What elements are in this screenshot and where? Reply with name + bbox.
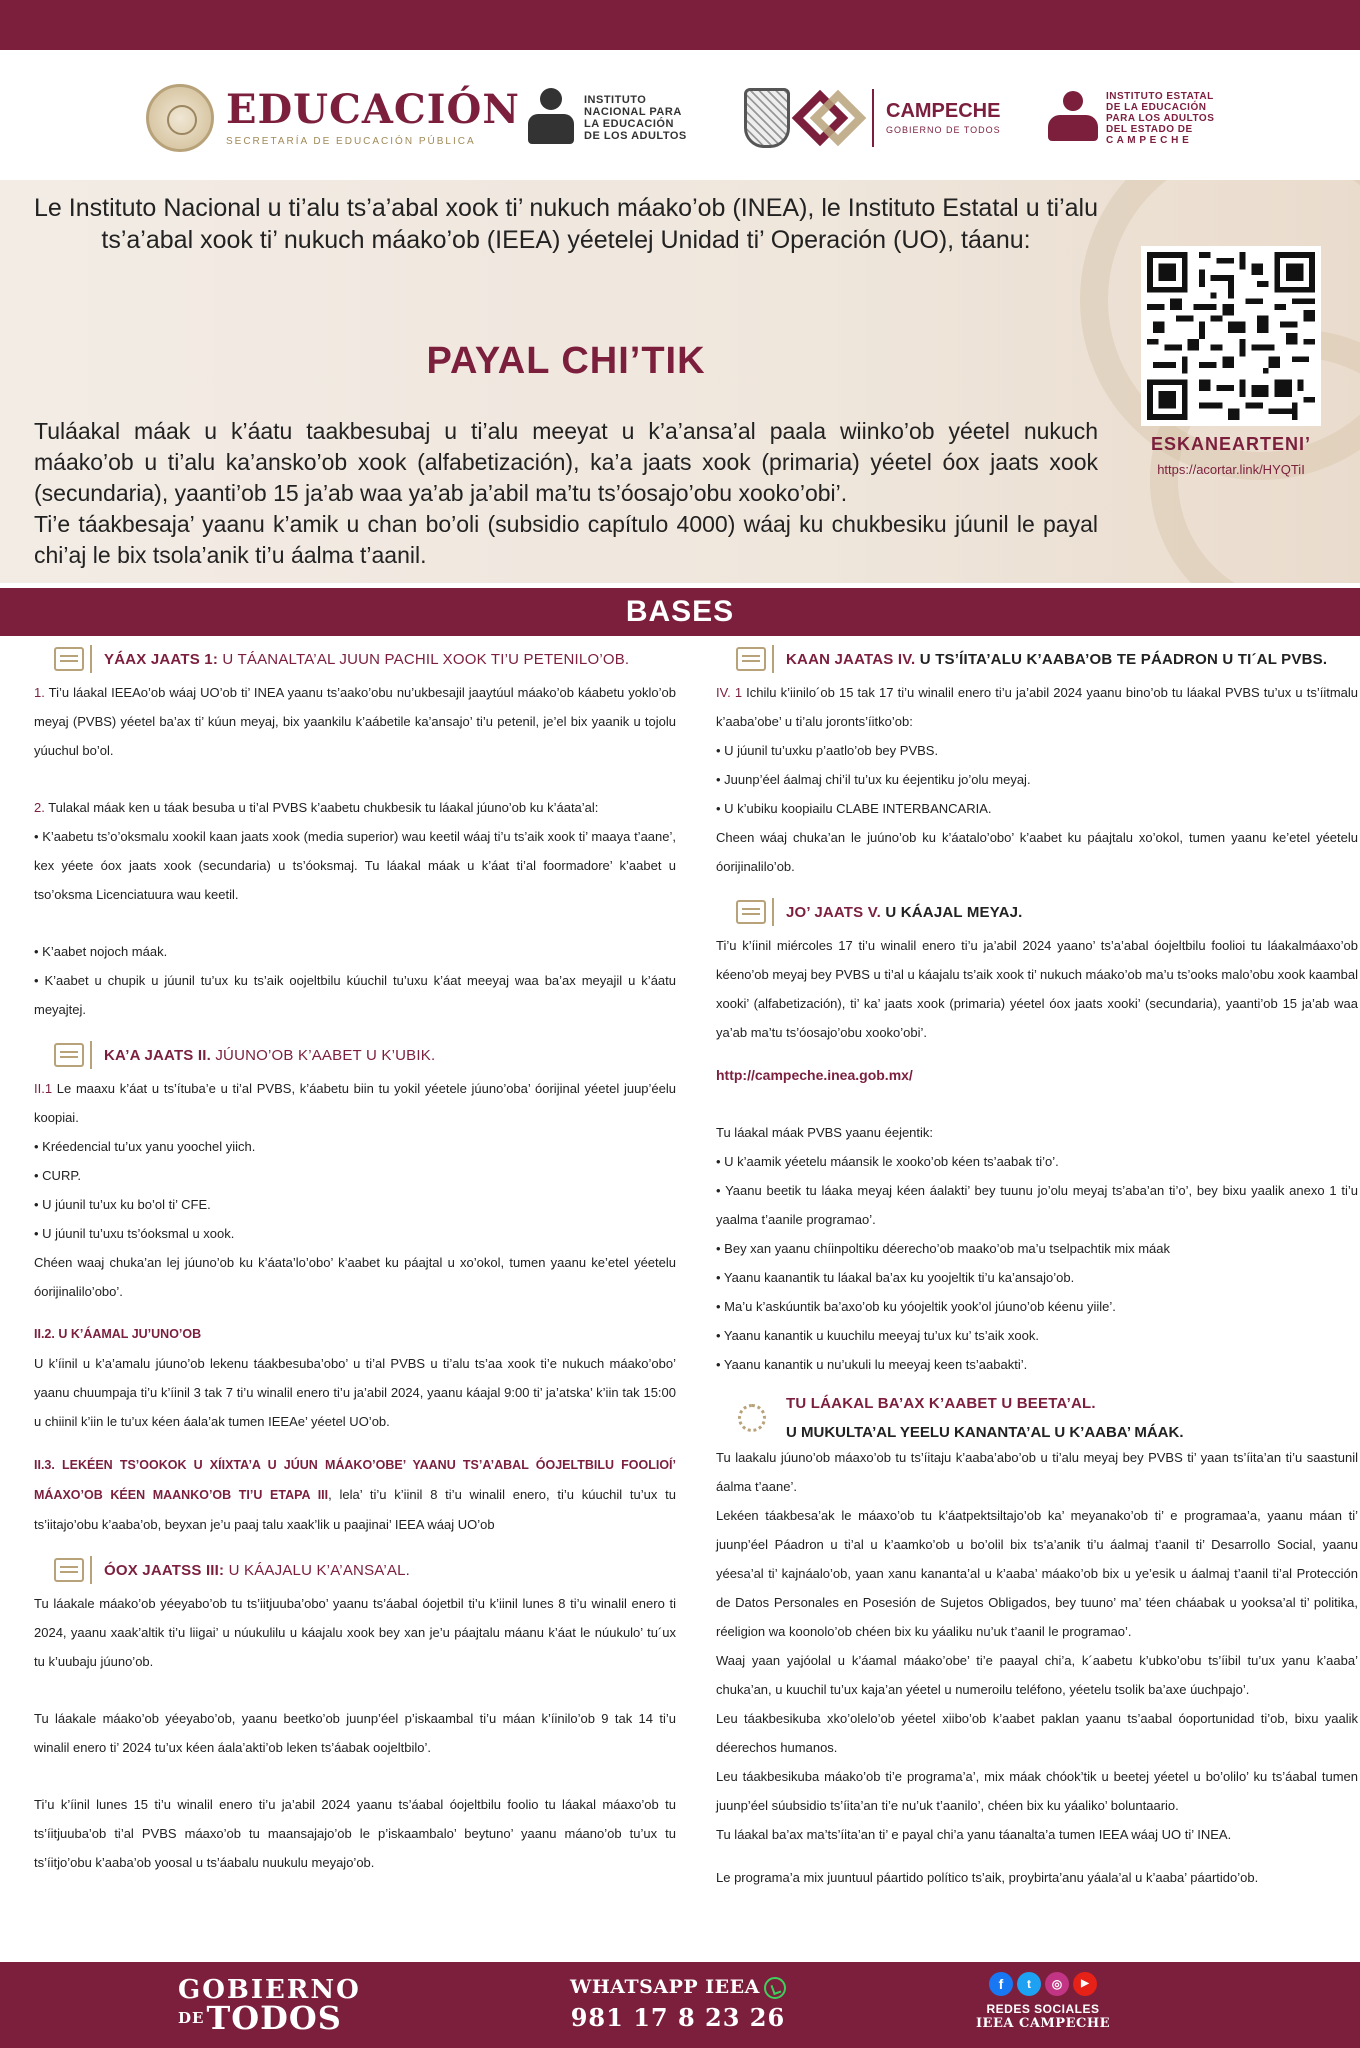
paragraph: IV. 1 Ichilu k’iinilo´ob 15 tak 17 ti’u winalil enero ti’u ja’abil 2024 yaanu bino’ob tu láakal PVBS tu’ux u ts’íitmalu k’aaba’obe’ u ti’alu joronts’íitko’ob: [716, 685, 1359, 729]
map-icon [52, 643, 94, 675]
paragraph: Tu láakale máako’ob yéeyabo’ob tu ts’iitjuuba’obo’ yaanu ts’áabal óojetbil ti’u k’iinil lunes 8 ti’u winalil enero ti 2024, yaanu xaak’altik ti’u liigai’ u núukulilu u káajalu xook bey xan je’u páajtalu máanu k’áat le núukulo’ tu´ux tu k’uubaju júuno’ob. [34, 1596, 676, 1669]
intro-heading: Le Instituto Nacional u ti’alu ts’a’abal xook ti’ nukuch máako’ob (INEA), le Instituto Estatal u ti’alu ts’a’abal xook ti’ nukuch máako’ob (IEEA) yéetelej Unidad ti’ Operación (UO), táanu: [34, 194, 1098, 254]
section-title-text: U TS’ÍITA’ALU K’AABA’OB TE PÁADRON U TI´AL PVBS. [915, 650, 1328, 668]
section-title-text: JÚUNO’OB K’AABET U K’UBIK. [210, 1046, 436, 1064]
whatsapp-number[interactable]: 981 17 8 23 26 [570, 2003, 786, 2032]
paragraph: 2. Tulakal máak ken u táak besuba u ti’al PVBS k’aabetu chukbesik tu láakal júuno’ob ku k’áata’al: [34, 800, 599, 815]
paragraph: U k’íinil u k’a’amalu júuno’ob lekenu táakbesuba’obo’ u ti’al PVBS u ti’alu ts’aa xook ti’e nukuch máako’obo’ yaanu chuumpaja ti’u k’íinil 3 tak 7 ti’u winalil enero ti’u ja’abil 2024, yaanu káajal 9:00 ti’ ja’atska’ k’iin tak 15:00 u chiinil k’iin le tu’ux kéen áala’ak tumen IEEAe’ yéetel UO’ob. [34, 1356, 676, 1429]
de-word: DE [178, 2009, 205, 2027]
campeche-subtitle: GOBIERNO DE TODOS [886, 125, 1001, 135]
section-title-number: KA’A JAATS II. [104, 1046, 211, 1064]
left-column [34, 642, 676, 1877]
list-item: • U júunil tu’uxu ts’óoksmal u xook. [34, 1226, 235, 1241]
paragraph: II.3. LEKÉEN TS’OOKOK U XÍIXTA’A U JÚUN MÁAKO’OBE’ YAANU TS’A’ABAL ÓOJELTBILU FOOLIOÍ’ MÁAXO’OB KÉEN MAANKO’OB TI’U ETAPA III, lela’ ti’u k’iinil 8 ti’u winalil enero, ti’u kúuchil tu’ux tu ts’iitajo’obu k’aaba’ob, beyxan je’u paaj talu xaak’lik u paajinai’ IEEA wáaj UO’ob [34, 1458, 676, 1532]
ieea-line: C A M P E C H E [1106, 134, 1190, 146]
right-column [716, 642, 1358, 1892]
paragraph: Ti’u k’íinil miércoles 17 ti’u winalil enero ti’u ja’abil 2024 yaano’ ts’a’abal óojeltbilu foolioi tu láakalmáaxo’ob kéeno’ob meyaj bey PVBS u ti’al u káajalu ts’aik xook ti’ nukuch máako’ob ma’u ts’ooks malo’obu xook kaambal xooki’ (alfabetización), ti’ ka’ jaats xook (primaria) yéetel óox jaats xooki’ (secundaria), yaanti’ob 15 ja’ab waa ya’ab ma’tu ts’óosajo’obu xooko’obi’. [716, 938, 1358, 1040]
paragraph: II.1 Le maaxu k’áat u ts’ítuba’e u ti’al PVBS, k’áabetu biin tu yokil yéetele júuno’oba’ óorijinal yéetel juup’éelu koopiai. [34, 1081, 676, 1125]
paragraph: 1. Ti’u láakal IEEAo’ob wáaj UO’ob ti’ INEA yaanu ts’aako’obu nu’ukbesajil jaaytúul máako’ob káabetu yoklo’ob meyaj (PVBS) yéetel ba’ax ti’ kúun meyaj, bix yaankilu k’aábetile ka’ansajo’ ti’u petenil, je’el bix yaanik u tojolu yúuchul bo’ol. [34, 685, 676, 758]
section-header [34, 1553, 676, 1587]
gobierno-de-todos-logo [178, 1975, 361, 2037]
campeche-mark-icon [800, 88, 860, 148]
qr-label: ESKANEARTENI’ [1150, 434, 1311, 454]
documents-icon [52, 1039, 94, 1071]
list-item: • K’aabetu ts’o’oksmalu xookil kaan jaats xook (media superior) wau keetil wáaj ti’u ts’aik xook ti’ maaya t’aane’, kex yéete óox jaats xook (secundaria) u ts’óoksmaj. Tu láakal máak u k’áat ti’al foormadore’ k’aabet u tso’oksma Licenciatuura wau keetil. [34, 829, 676, 902]
paragraph: Lekéen táakbesa’ak le máaxo’ob tu k’áatpektsiltajo’ob ka’ meyanako’ob ti’ e programaa’a, yaanu máan ti’ juunp’éel Páadron u ti’al u k’aamko’ob u bo’olil bix ts’a’anik ti’u áalmaj t’aanil ti’ Desarrollo Social, yaanu yéesa’al ti’ kajnáalo’ob, yaan xanu kananta’al u k’aaba’ máako’ob bix u ye’esik u áalmaj t’aanil ti’al Protección de Datos Personales en Posesión de Sujetos Obligados, bey tuuno’ ma’ téen cháabak u yooksa’al ti’ politika, réeligion wa koonolo’ob chéen bix ku yáaliku nu’uk t’aanil le programao’. [716, 1508, 1358, 1639]
list-item: • Kréedencial tu’ux yanu yoochel yiich. [34, 1139, 256, 1154]
intro-paragraph: Tuláakal máak u k’áatu taakbesubaj u ti’alu meeyat u k’a’ansa’al paala wiinko’ob yéetel nukuch máako’ob u ti’alu ka’ansko’ob xook (alfabetización), ka’a jaats xook (primaria) yéetel óox jaats xook (secundaria), yaanti’ob 15 ja’ab waa ya’ab ja’abil ma’tu ts’óosajo’obu xooko’obi’. [34, 418, 1098, 506]
website-link[interactable]: http://campeche.inea.gob.mx/ [716, 1067, 913, 1083]
section-title-text: U KÁAJAL MEYAJ. [880, 903, 1023, 921]
item-number: 2. [34, 800, 45, 815]
paragraph: Tu láakal máak PVBS yaanu éejentik: [716, 1125, 934, 1140]
ieea-line: INSTITUTO ESTATAL [1106, 90, 1214, 102]
list-item: • Ma’u k’askúuntik ba’axo’ob ku yóojeltik yook’ol júuno’ob kéenu yiile’. [716, 1299, 1116, 1314]
list-item: • Yaanu beetik tu láaka meyaj kéen áalakti’ bey tuunu jo’olu meyaj ts’aba’an ti’o’, bey bixu yaalik anexo 1 ti’u yaalma t’aanile programao’. [716, 1183, 1358, 1227]
section-header [716, 642, 1358, 676]
section-title-text: U TÁANALTA’AL JUUN PACHIL XOOK TI’U PETENILO’OB. [218, 650, 630, 668]
logo-strip [0, 50, 1360, 180]
section-title-number: YÁAX JAATS 1: [104, 650, 219, 668]
gobierno-word: GOBIERNO [178, 1975, 361, 2005]
paragraph: Tu láakal ba’ax ma’ts’íita’an ti’ e payal chi’a yanu táanalta’a tumen IEEA wáaj UO ti’ INEA. [716, 1827, 1232, 1842]
qr-code[interactable] [1141, 246, 1321, 426]
item-number: 1. [34, 685, 45, 700]
ieea-person-icon [1046, 91, 1100, 145]
campeche-title: CAMPECHE [886, 100, 1001, 122]
paragraph: Tu láakale máako’ob yéeyabo’ob, yaanu beetko’ob juunp’éel p’iskaambal ti’u máan k’íinilo’ob 9 tak 14 ti’u winalil enero ti’ 2024 tu’ux kéen áala’akti’ob leken ts’áabak oojeltbilo’. [34, 1711, 676, 1755]
inea-line: INSTITUTO [584, 94, 647, 106]
paragraph: Tu laakalu júuno’ob máaxo’ob tu ts’íitaju k’aaba’abo’ob u ti’alu meyaj bey PVBS ti’ yaan ts’íita’an ti’u saastunil áalma t’aane’. [716, 1450, 1358, 1494]
list-item: • Yaanu kanantik u kuuchilu meeyaj tu’ux ku’ ts’aik xook. [716, 1328, 1039, 1343]
campeche-crest-icon [744, 88, 790, 148]
section-title-text: U KÁAJALU K’A’ANSA’AL. [224, 1561, 411, 1579]
paragraph: Ti’u k’íinil lunes 15 ti’u winalil enero ti’u ja’abil 2024 yaanu ts’áabal óojeltbilu foolio tu láakal máaxo’ob tu ts’íitjuuba’ob ti’al PVBS máaxo’ob tu maansajajo’ob le p’iskaambalo’ beytuno’ yaanu máano’ob tu’ux tu ts’íitjo’obu k’aaba’ob yoosal u ts’áabalu nuukulu meyajo’ob. [34, 1797, 676, 1870]
instagram-icon[interactable]: ◎ [1045, 1972, 1069, 1996]
intro-paragraph: Ti’e táakbesaja’ yaanu k’amik u chan bo’oli (subsidio capítulo 4000) wáaj ku chukbesiku júunil le payal chi’aj le bix tsola’anik ti’u áalma t’aanil. [34, 511, 1098, 568]
list-item: • U k’ubiku koopiailu CLABE INTERBANCARIA. [716, 801, 992, 816]
ieea-line: PARA LOS ADULTOS [1106, 112, 1215, 124]
paragraph: Waaj yaan yajóolal u k’áamal máako’obe’ ti’e paayal chi’a, k´aabetu k’ubko’obu ts’íibil tu’ux yanu k’aaba’ chuka’an, u kuuchil tu’ux kaja’an yéetel u numeroilu teléfono, yéetelu tsolik ba’axe úuchpajo’. [716, 1653, 1358, 1697]
bases-banner: BASES [0, 588, 1360, 636]
whatsapp-contact[interactable] [570, 1976, 786, 2032]
list-item: • Juunp’éel áalmaj chi’il tu’ux ku éejentiku jo’olu meyaj. [716, 772, 1031, 787]
todos-word: TODOS [206, 1999, 342, 2037]
item-number: IV. 1 [716, 685, 743, 700]
whatsapp-icon [764, 1977, 786, 1999]
section-title-text: TU LÁAKAL BA’AX K’AABET U BEETA’AL. [786, 1395, 1096, 1412]
intro-body [34, 416, 1098, 571]
section-header [34, 642, 676, 676]
group-icon [52, 1554, 94, 1586]
intro-section [0, 180, 1360, 583]
list-item: • Yaanu kaanantik tu láakal ba’ax ku yoojeltik ti’u ka’ansajo’ob. [716, 1270, 1075, 1285]
calendar-icon [734, 896, 776, 928]
list-item: • K’aabet nojoch máak. [34, 944, 168, 959]
paragraph: Cheen wáaj chuka’an le juúno’ob ku k’áatalo’obo’ k’aabet ku páajtalu xo’okol, tumen yaanu ke’etel yéetelu óorijinalilo’ob. [716, 830, 1358, 874]
inea-line: DE LOS ADULTOS [584, 130, 687, 142]
inea-person-icon [526, 88, 576, 148]
list-item: • K’aabet u chupik u júunil tu’ux ku ts’aik oojeltbilu kúuchil tu’uxu k’áat meeyaj waa ba’ax meyajil u k’áatu meyajtej. [34, 973, 676, 1017]
ieea-line: DEL ESTADO DE [1106, 123, 1193, 135]
call-title: PAYAL CHI’TIK [426, 340, 706, 382]
list-item: • U júunil tu’uxku p’aatlo’ob bey PVBS. [716, 743, 939, 758]
footer [0, 1962, 1360, 2048]
seal-icon [146, 84, 214, 152]
register-icon [734, 643, 776, 675]
youtube-icon[interactable]: ▶ [1073, 1972, 1097, 1996]
section-title-number: JO’ JAATS V. [786, 903, 881, 921]
gear-icon [734, 1402, 776, 1434]
paragraph: Chéen waaj chuka’an lej júuno’ob ku k’áata’lo’obo’ k’aabet ku páajtal u xo’okol, tumen yaanu ke’etel yéetelu óorijinalilo’obo’. [34, 1255, 676, 1299]
ieea-line: DE LA EDUCACIÓN [1106, 101, 1207, 113]
paragraph: Leu táakbesikuba máako’ob ti’e programa’a’, mix máak chóok’tik u beetej yéetel u bo’olilo’ ku ts’áabal tumen juunp’éel súubsidio ts’íita’an ti’e nu’uk t’aanilo’, chéen bix ku yáaliko’ boluntaario. [716, 1769, 1358, 1813]
section-title-number: KAAN JAATAS IV. [786, 650, 916, 668]
qr-url[interactable]: https://acortar.link/HYQTiI [1157, 462, 1305, 477]
educacion-subtitle: SECRETARÍA DE EDUCACIÓN PÚBLICA [226, 135, 476, 147]
paragraph: Leu táakbesikuba xko’olelo’ob yéetel xiibo’ob k’aabet paklan yaanu ts’aabal óoportunidad ti’ob, bixu yaalik déerechos humanos. [716, 1711, 1358, 1755]
logo-educacion [146, 78, 520, 158]
list-item: • U júunil tu’ux ku bo’ol ti’ CFE. [34, 1197, 211, 1212]
logo-inea [526, 78, 687, 158]
facebook-icon[interactable]: f [989, 1972, 1013, 1996]
list-item: • Bey xan yaanu chíinpoltiku déerecho’ob maako’ob ma’u tselpachtik mix máak [716, 1241, 1171, 1256]
list-item: • Yaanu kanantik u nu’ukuli lu meeyaj keen ts’aabakti’. [716, 1357, 1028, 1372]
section-header [716, 895, 1358, 929]
logo-campeche [744, 78, 1001, 158]
educacion-title: EDUCACIÓN [226, 85, 520, 133]
whatsapp-label: WHATSAPP IEEA [570, 1976, 760, 1998]
social-networks [968, 1972, 1118, 2031]
section-header [716, 1393, 1358, 1443]
subsection-title: II.2. U K’ÁAMAL JU’UNO’OB [34, 1327, 202, 1341]
inea-line: LA EDUCACIÓN [584, 118, 674, 130]
item-number: II.1 [34, 1081, 53, 1096]
social-handle: IEEA CAMPECHE [975, 2016, 1111, 2031]
section-subtitle: U MUKULTA’AL YEELU KANANTA’AL U K’AABA’ MÁAK. [786, 1424, 1184, 1441]
section-title-number: ÓOX JAATSS III: [104, 1561, 225, 1579]
paragraph: Le programa’a mix juuntuul páartido político ts’aik, proybirta’anu yáala’al u k’aaba’ páartido’ob. [716, 1870, 1259, 1885]
twitter-icon[interactable]: t [1017, 1972, 1041, 1996]
top-bar [0, 0, 1360, 50]
subsection-title: II.3. LEKÉEN TS’OOKOK U XÍIXTA’A U JÚUN MÁAKO’OBE’ YAANU TS’A’ABAL ÓOJELTBILU FOOLIOÍ’ MÁAXO’OB KÉEN MAANKO’OB TI’U ETAPA III [34, 1458, 676, 1502]
list-item: • U k’aamik yéetelu máansik le xooko’ob kéen ts’aabak ti’o’. [716, 1154, 1059, 1169]
section-header [34, 1038, 676, 1072]
list-item: • CURP. [34, 1168, 81, 1183]
social-label: REDES SOCIALES [986, 2002, 1100, 2016]
logo-ieea [1046, 78, 1214, 158]
inea-line: NACIONAL PARA [584, 106, 682, 118]
